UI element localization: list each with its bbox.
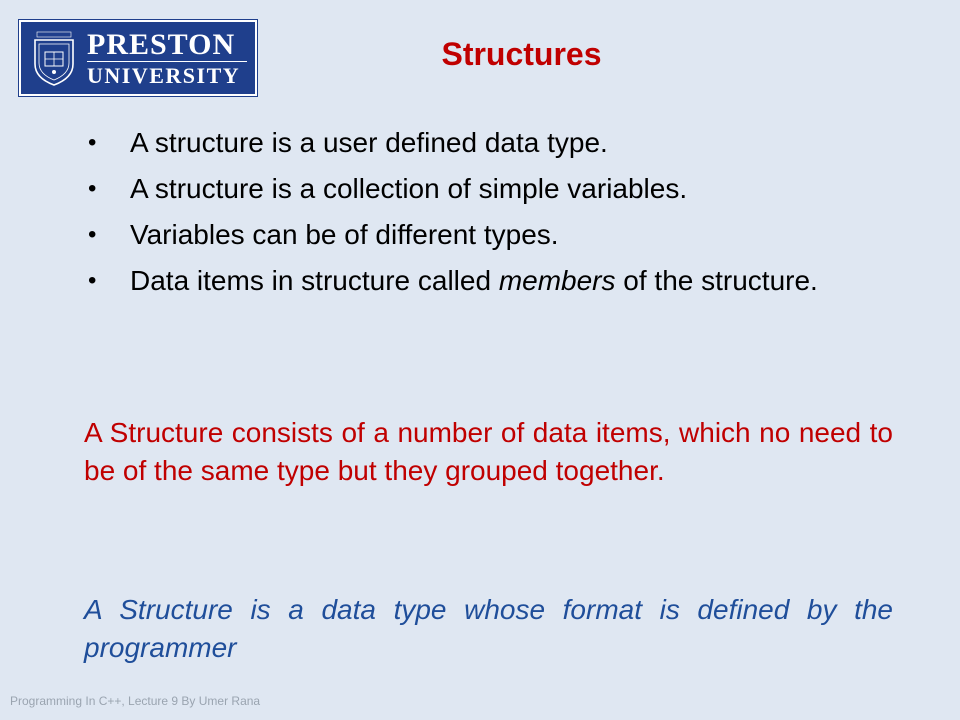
bullet-list: [88, 124, 893, 308]
bullet-text: A structure is a collection of simple variables.: [130, 173, 688, 204]
bullet-item: [88, 262, 893, 300]
bullet-item: [88, 124, 893, 162]
logo-wordmark-university: UNIVERSITY: [87, 63, 241, 88]
summary-paragraph: A Structure is a data type whose format is defined by the programmer: [84, 594, 893, 663]
bullet-text: Variables can be of different types.: [130, 219, 559, 250]
bullet-icon: •: [88, 221, 97, 248]
bullet-text: A structure is a user defined data type.: [130, 127, 608, 158]
bullet-text-after: of the structure.: [615, 265, 818, 296]
bullet-icon: •: [88, 267, 97, 294]
definition-paragraph: A Structure consists of a number of data items, which no need to be of the same type but they grouped together.: [84, 417, 893, 486]
slide-title: Structures: [441, 36, 602, 72]
slide-footer: Programming In C++, Lecture 9 By Umer Rana: [10, 694, 261, 708]
logo-wordmark-preston: PRESTON: [87, 28, 236, 61]
bullet-emphasis: members: [498, 265, 616, 296]
bullet-text-before: Data items in structure called: [130, 265, 499, 296]
bullet-item: [88, 170, 893, 208]
bullet-icon: •: [88, 175, 97, 202]
bullet-icon: •: [88, 129, 97, 156]
bullet-item: [88, 216, 893, 254]
